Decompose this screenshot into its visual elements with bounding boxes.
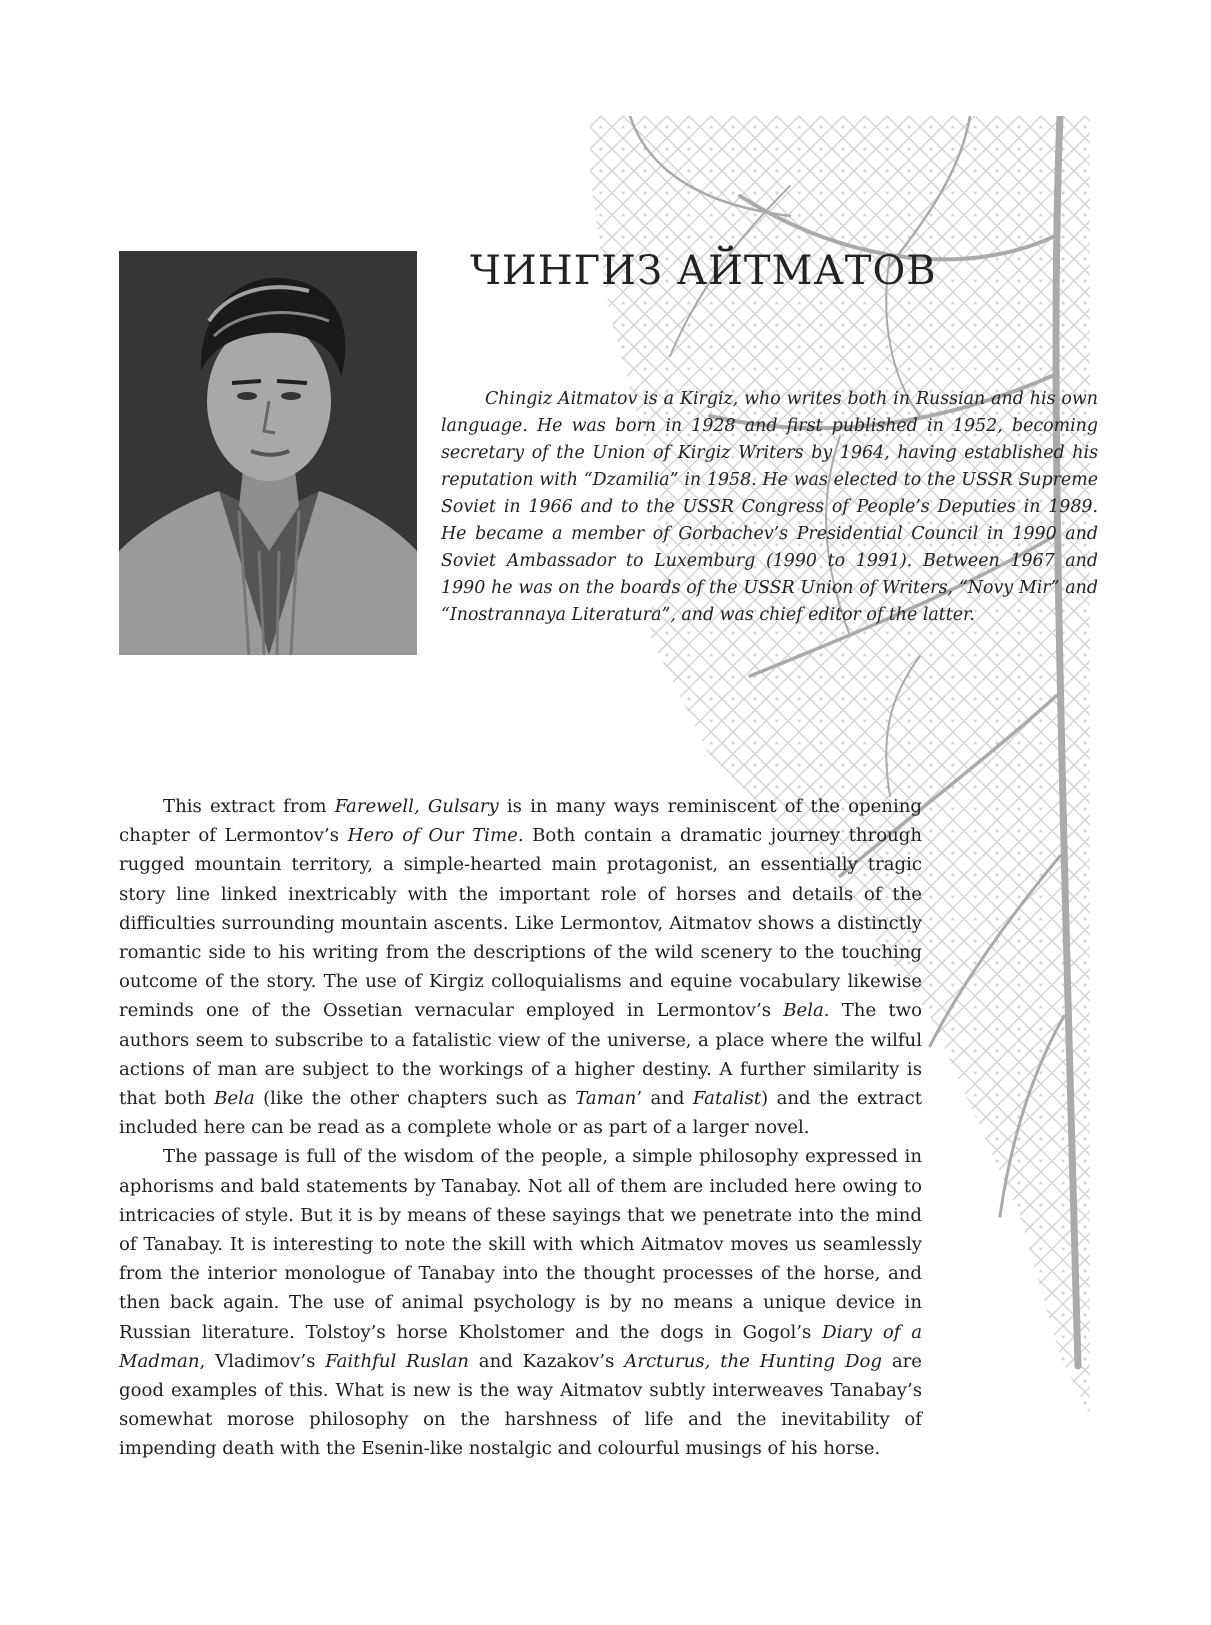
author-portrait bbox=[119, 251, 417, 655]
text-run: and Kazakov’s bbox=[468, 1350, 625, 1372]
author-bio: Chingiz Aitmatov is a Kirgiz, who writes both in Russian and his own language. He was born in 1928 and first published in 1952, becoming secretary of the Union of Kirgiz Writers by 1964, having established his reputation with “Dzamilia” in 1958. He was elected to the USSR Supreme Soviet in 1966 and to the USSR Congress of People’s Deputies in 1989. He became a member of Gorbachev’s Presidential Council in 1990 and Soviet Ambassador to Luxemburg (1990 to 1991). Between 1967 and 1990 he was on the boards of the USSR Union of Writers, “Novy Mir” and “Inostrannaya Literatura”, and was chief editor of the latter. bbox=[441, 389, 1098, 625]
italic-title: Bela bbox=[783, 1000, 824, 1022]
text-run: . Both contain a dramatic journey through rugged mountain territory, a simple-hearted main protagonist, an essentially tragic story line linked inextricably with the important role of horses and details of the difficulties surrounding mountain ascents. Like Lermontov, Aitmatov shows a distinctly romantic side to his writing from the descriptions of the wild scenery to the touching outcome of the story. The use of Kirgiz colloquialisms and equine vocabulary likewise reminds one of the Ossetian vernacular employed in Lermontov’s bbox=[119, 825, 922, 1022]
page-title: ЧИНГИЗ АЙТМАТОВ bbox=[470, 248, 937, 294]
text-run: (like the other chapters such as bbox=[254, 1088, 576, 1110]
text-run: . The two authors seem to subscribe to a fatalistic view of the universe, a place where the wilful actions of man are subject to the workings of a higher destiny. A further similarity is that both bbox=[119, 1000, 922, 1110]
italic-title: Bela bbox=[214, 1088, 255, 1110]
italic-title: Hero of Our Time bbox=[347, 825, 518, 847]
text-run: , Vladimov’s bbox=[199, 1350, 326, 1372]
text-run: are good examples of this. What is new is the way Aitmatov subtly interweaves Tanabay’s somewhat morose philosophy on the harshness of life and the inevitability of impending death with the Esenin-like nostalgic and colourful musings of his horse. bbox=[119, 1350, 922, 1460]
text-run: This extract from bbox=[163, 796, 335, 817]
italic-title: Arcturus, the Hunting Dog bbox=[624, 1350, 882, 1372]
italic-title: Taman bbox=[575, 1088, 637, 1110]
main-text bbox=[119, 792, 922, 1464]
italic-title: Fatalist bbox=[692, 1088, 762, 1110]
text-run: is in many ways reminiscent of the opening chapter of Lermontov’s bbox=[119, 796, 922, 847]
italic-title: Diary of a Madman bbox=[119, 1321, 922, 1372]
text-run: The passage is full of the wisdom of the people, a simple philosophy expressed in aphorisms and bald statements by Tanabay. Not all of them are included here owing to intricacies of style. But it is by means of these sayings that we penetrate into the mind of Tanabay. It is interesting to note the skill with which Aitmatov moves us seamlessly from the interior monologue of Tanabay into the thought processes of the horse, and then back again. The use of animal psychology is by no means a unique device in Russian literature. Tolstoy’s horse Kholstomer and the dogs in Gogol’s bbox=[119, 1146, 922, 1343]
paragraph-2 bbox=[119, 1142, 922, 1463]
italic-title: Faithful Ruslan bbox=[325, 1350, 469, 1372]
italic-title: Farewell, Gulsary bbox=[334, 796, 499, 817]
text-run: ) and the extract included here can be read as a complete whole or as part of a larger novel. bbox=[119, 1088, 922, 1139]
text-run: ’ and bbox=[636, 1088, 693, 1110]
paragraph-1 bbox=[119, 792, 922, 1142]
